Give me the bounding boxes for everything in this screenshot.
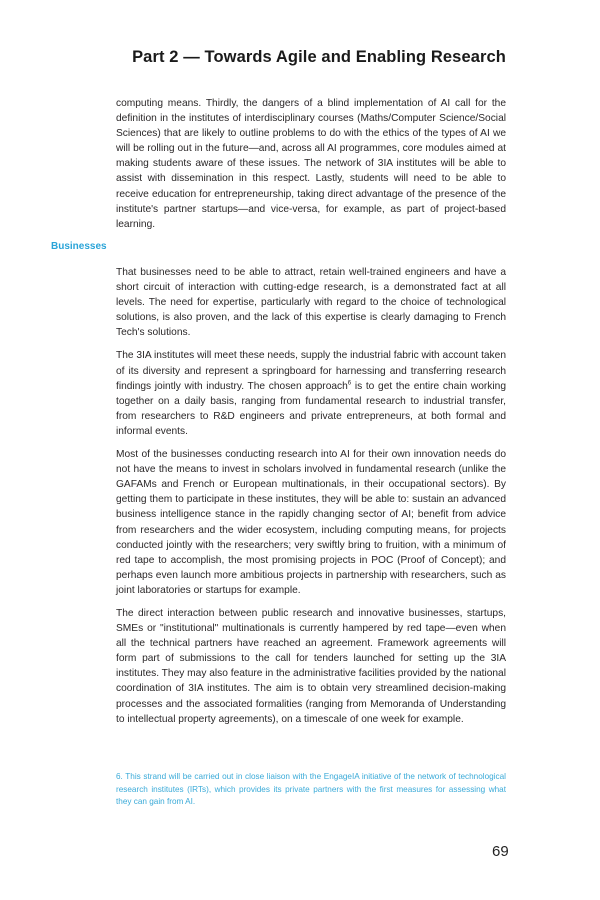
paragraph-4: The direct interaction between public research and innovative businesses, startups, SMEs or "institutional" multinationals is currently hampered by red tape—even when all the technical partners have reached an agreement. Framework agreements will form part of submissions to the call for tenders launched for setting up the 3IA institutes. They may also feature in the administrative facilities provided by the national coordination of 3IA institutes. The aim is to obtain very streamlined decision-making processes and the associated formalities (ranging from Memoranda of Understanding to intellectual property agreements), on a timescale of one week for example.: [116, 607, 506, 725]
footnote: 6. This strand will be carried out in close liaison with the EngageIA initiative of the network of technological research institutes (IRTs), which provides its private partners with the first measures for assessing what they can gain from AI.: [116, 772, 506, 807]
paragraph-2-before: The 3IA institutes will meet these needs, supply the industrial fabric with account taken of its diversity and represent a springboard for harnessing and transferring research findings jointly with industry. The chosen approach: [116, 350, 506, 392]
page-number: 69: [492, 843, 509, 860]
section-heading-businesses: Businesses: [51, 241, 107, 252]
paragraph-1: That businesses need to be able to attract, retain well-trained engineers and have a short circuit of interaction with cutting-edge research, is a demonstrated fact at all levels. The need for expertise, particularly with regard to the choice of technological solutions, is also proven, and the lack of this expertise is clearly damaging to French Tech's solutions.: [116, 267, 506, 339]
paragraph-2: [116, 348, 506, 439]
paragraph-2-after: is to get the entire chain working together on a daily basis, ranging from fundamental research to industrial transfer, from researchers to R&D engineers and private entrepreneurs, at both formal and informal events.: [116, 380, 506, 437]
paragraph-3: Most of the businesses conducting research into AI for their own innovation needs do not have the means to invest in scholars involved in fundamental research (unlike the GAFAMs and French or European multinationals, in their occupational sectors). By getting them to participate in these institutes, they will be able to: sustain an advanced business intelligence stance in the rapidly changing sector of AI; benefit from advice from researchers and the wider ecosystem, including computing means, for projects conducted jointly with the researchers; very swiftly bring to fruition, with a minimum of red tape to accomplish, the most promising projects in POC (Proof of Concept); and perhaps even launch more ambitious projects in partnership with researchers, such as joint laboratories or startups for example.: [116, 449, 506, 596]
intro-paragraph: computing means. Thirdly, the dangers of a blind implementation of AI call for the definition in the institutes of interdisciplinary courses (Maths/Computer Science/Social Sciences) that are likely to outline problems to do with the ethics of the types of AI we will be rolling out in the future—and, across all AI programmes, core modules aimed at making students aware of these issues. The network of 3IA institutes will be able to assist with dissemination in this respect. Lastly, students will need to be able to receive education for entrepreneurship, taking direct advantage of the presence of the institute's partner startups—and vice-versa, for example, as part of project-based learning.: [116, 98, 506, 230]
footnote-reference[interactable]: 6: [347, 380, 352, 387]
businesses-section-body: [116, 265, 506, 735]
intro-block: [116, 96, 506, 240]
page-header-title: Part 2 — Towards Agile and Enabling Research: [132, 48, 506, 66]
